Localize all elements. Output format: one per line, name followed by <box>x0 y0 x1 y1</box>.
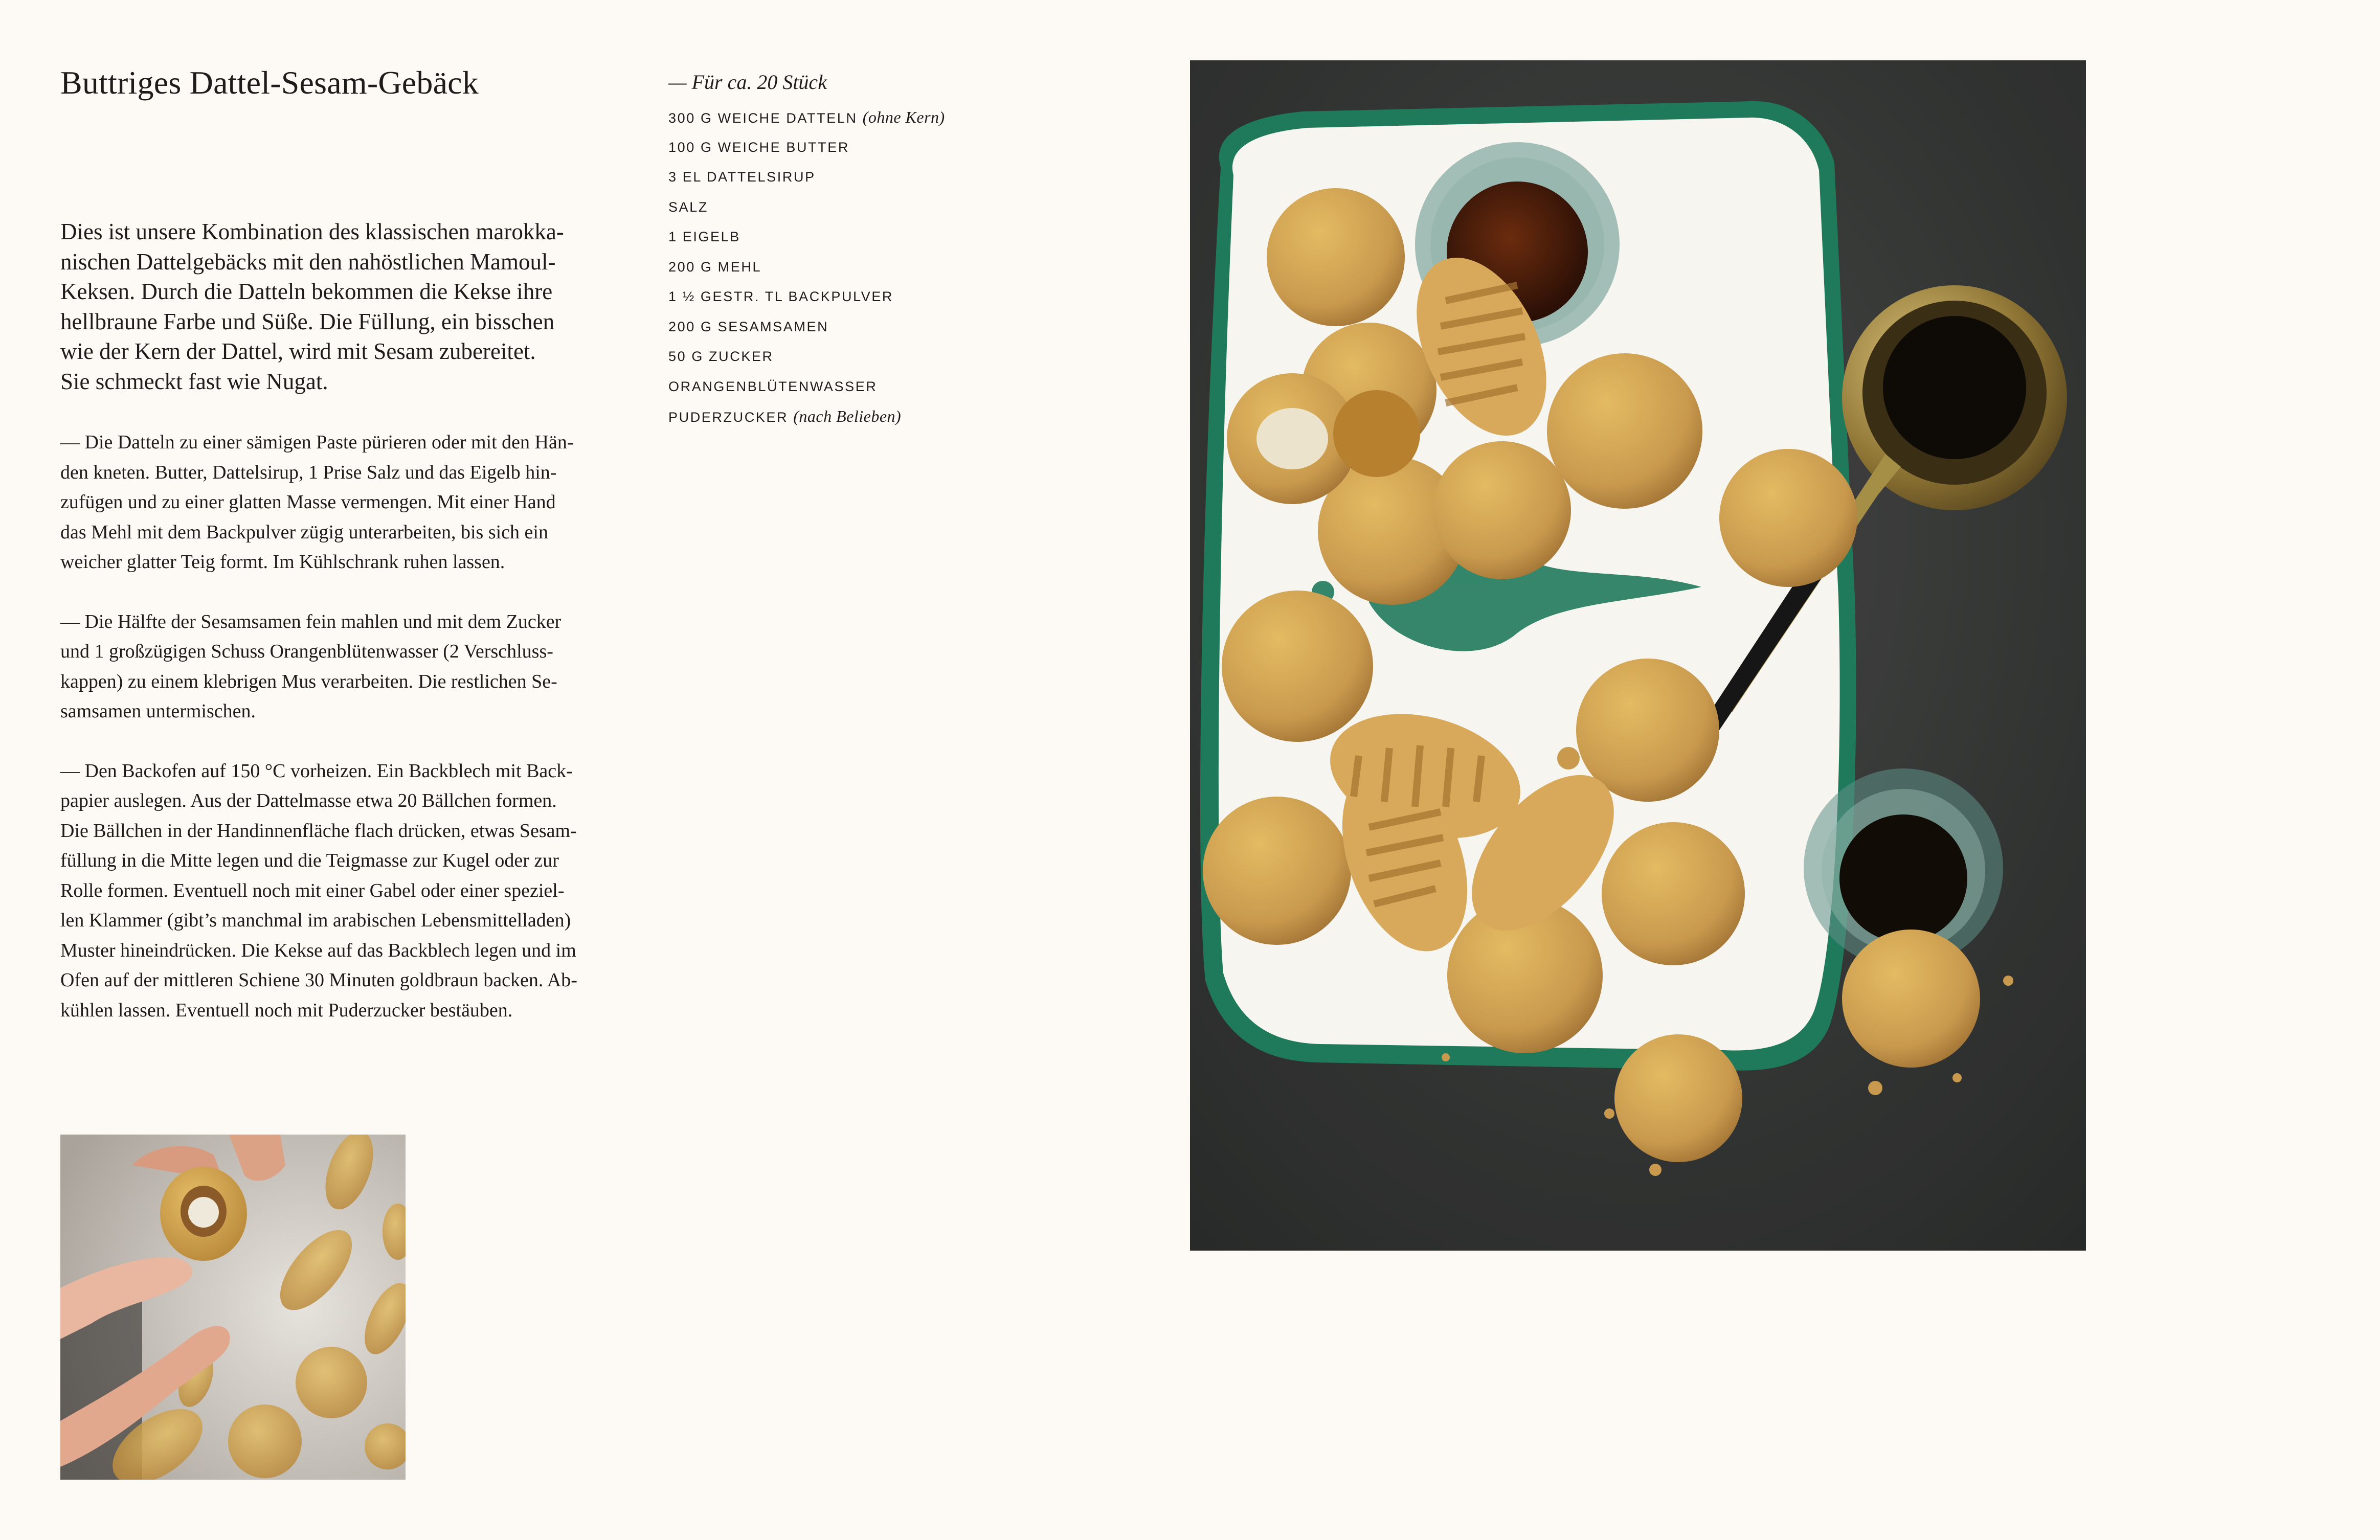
photo-cookie-plate <box>1190 60 2086 1251</box>
ingredient-text: 200 G SESAMSAMEN <box>668 319 829 334</box>
ingredient-text: 100 G WEICHE BUTTER <box>668 139 849 155</box>
ingredient-item <box>668 132 945 163</box>
intro-line: Sie schmeckt fast wie Nugat. <box>60 368 328 394</box>
ingredient-list <box>668 102 945 432</box>
step-line: kühlen lassen. Eventuell noch mit Puderzucker bestäuben. <box>60 999 513 1021</box>
step-line: Rolle formen. Eventuell noch mit einer Gabel oder einer speziel- <box>60 879 565 901</box>
ingredient-item <box>668 102 945 132</box>
recipe-intro <box>60 217 648 396</box>
ingredient-item <box>668 342 945 372</box>
ingredient-text: 200 G MEHL <box>668 259 762 275</box>
step-line: den kneten. Butter, Dattelsirup, 1 Prise Salz und das Eigelb hin- <box>60 461 557 483</box>
step-line: — Die Hälfte der Sesamsamen fein mahlen und mit dem Zucker <box>60 610 562 632</box>
step-line: papier auslegen. Aus der Dattelmasse etwa 20 Bällchen formen. <box>60 790 557 811</box>
intro-line: nischen Dattelgebäcks mit den nahöstlichen Mamoul- <box>60 248 556 275</box>
ingredient-text: 1 ½ GESTR. TL BACKPULVER <box>668 289 894 304</box>
ingredient-note: (nach Belieben) <box>793 407 902 425</box>
recipe-yield: — Für ca. 20 Stück <box>668 71 827 94</box>
ingredient-item <box>668 401 945 432</box>
step-line: samsamen untermischen. <box>60 700 256 722</box>
step-line: len Klammer (gibt’s manchmal im arabischen Lebensmittelladen) <box>60 910 571 931</box>
step-line: — Den Backofen auf 150 °C vorheizen. Ein Backblech mit Back- <box>60 760 573 782</box>
ingredient-text: 300 G WEICHE DATTELN <box>668 110 858 126</box>
photo-plate-illustration <box>1190 60 2086 1251</box>
ingredient-text: PUDERZUCKER <box>668 410 789 425</box>
ingredient-text: ORANGENBLÜTENWASSER <box>668 378 878 394</box>
ingredient-item <box>668 192 945 222</box>
ingredient-text: 50 G ZUCKER <box>668 349 774 364</box>
step-line: zufügen und zu einer glatten Masse vermengen. Mit einer Hand <box>60 491 556 513</box>
step-line: das Mehl mit dem Backpulver zügig unterarbeiten, bis sich ein <box>60 521 548 543</box>
ingredient-item <box>668 372 945 402</box>
ingredient-item <box>668 282 945 312</box>
step-line: Die Bällchen in der Handinnenfläche flach drücken, etwas Sesam- <box>60 820 577 842</box>
intro-line: Dies ist unsere Kombination des klassischen marokka- <box>60 219 564 244</box>
step-line: Ofen auf der mittleren Schiene 30 Minuten goldbraun backen. Ab- <box>60 969 577 991</box>
photo-shaping-cookies <box>60 1135 406 1480</box>
recipe-step-2 <box>60 607 638 727</box>
recipe-title: Buttriges Dattel-Sesam-Gebäck <box>60 64 479 101</box>
ingredient-text: SALZ <box>668 199 708 215</box>
step-line: weicher glatter Teig formt. Im Kühlschrank ruhen lassen. <box>60 551 505 573</box>
step-line: Muster hineindrücken. Die Kekse auf das Backblech legen und im <box>60 939 576 961</box>
step-line: und 1 großzügigen Schuss Orangenblütenwasser (2 Verschluss- <box>60 641 553 662</box>
recipe-steps <box>60 427 638 1055</box>
ingredient-note: (ohne Kern) <box>862 108 945 126</box>
intro-line: wie der Kern der Dattel, wird mit Sesam zubereitet. <box>60 338 536 364</box>
step-line: — Die Datteln zu einer sämigen Paste pürieren oder mit den Hän- <box>60 432 574 453</box>
intro-line: hellbraune Farbe und Süße. Die Füllung, ein bisschen <box>60 308 555 334</box>
ingredient-text: 1 EIGELB <box>668 229 740 244</box>
recipe-step-3 <box>60 756 638 1026</box>
ingredient-item <box>668 252 945 282</box>
ingredient-item <box>668 162 945 192</box>
step-line: füllung in die Mitte legen und die Teigmasse zur Kugel oder zur <box>60 850 559 871</box>
step-line: kappen) zu einem klebrigen Mus verarbeiten. Die restlichen Se- <box>60 670 557 692</box>
ingredient-item <box>668 222 945 252</box>
photo-shaping-illustration <box>60 1135 406 1480</box>
ingredient-text: 3 EL DATTELSIRUP <box>668 169 816 185</box>
intro-line: Keksen. Durch die Datteln bekommen die Kekse ihre <box>60 279 553 304</box>
recipe-step-1 <box>60 427 638 577</box>
ingredient-item <box>668 312 945 342</box>
